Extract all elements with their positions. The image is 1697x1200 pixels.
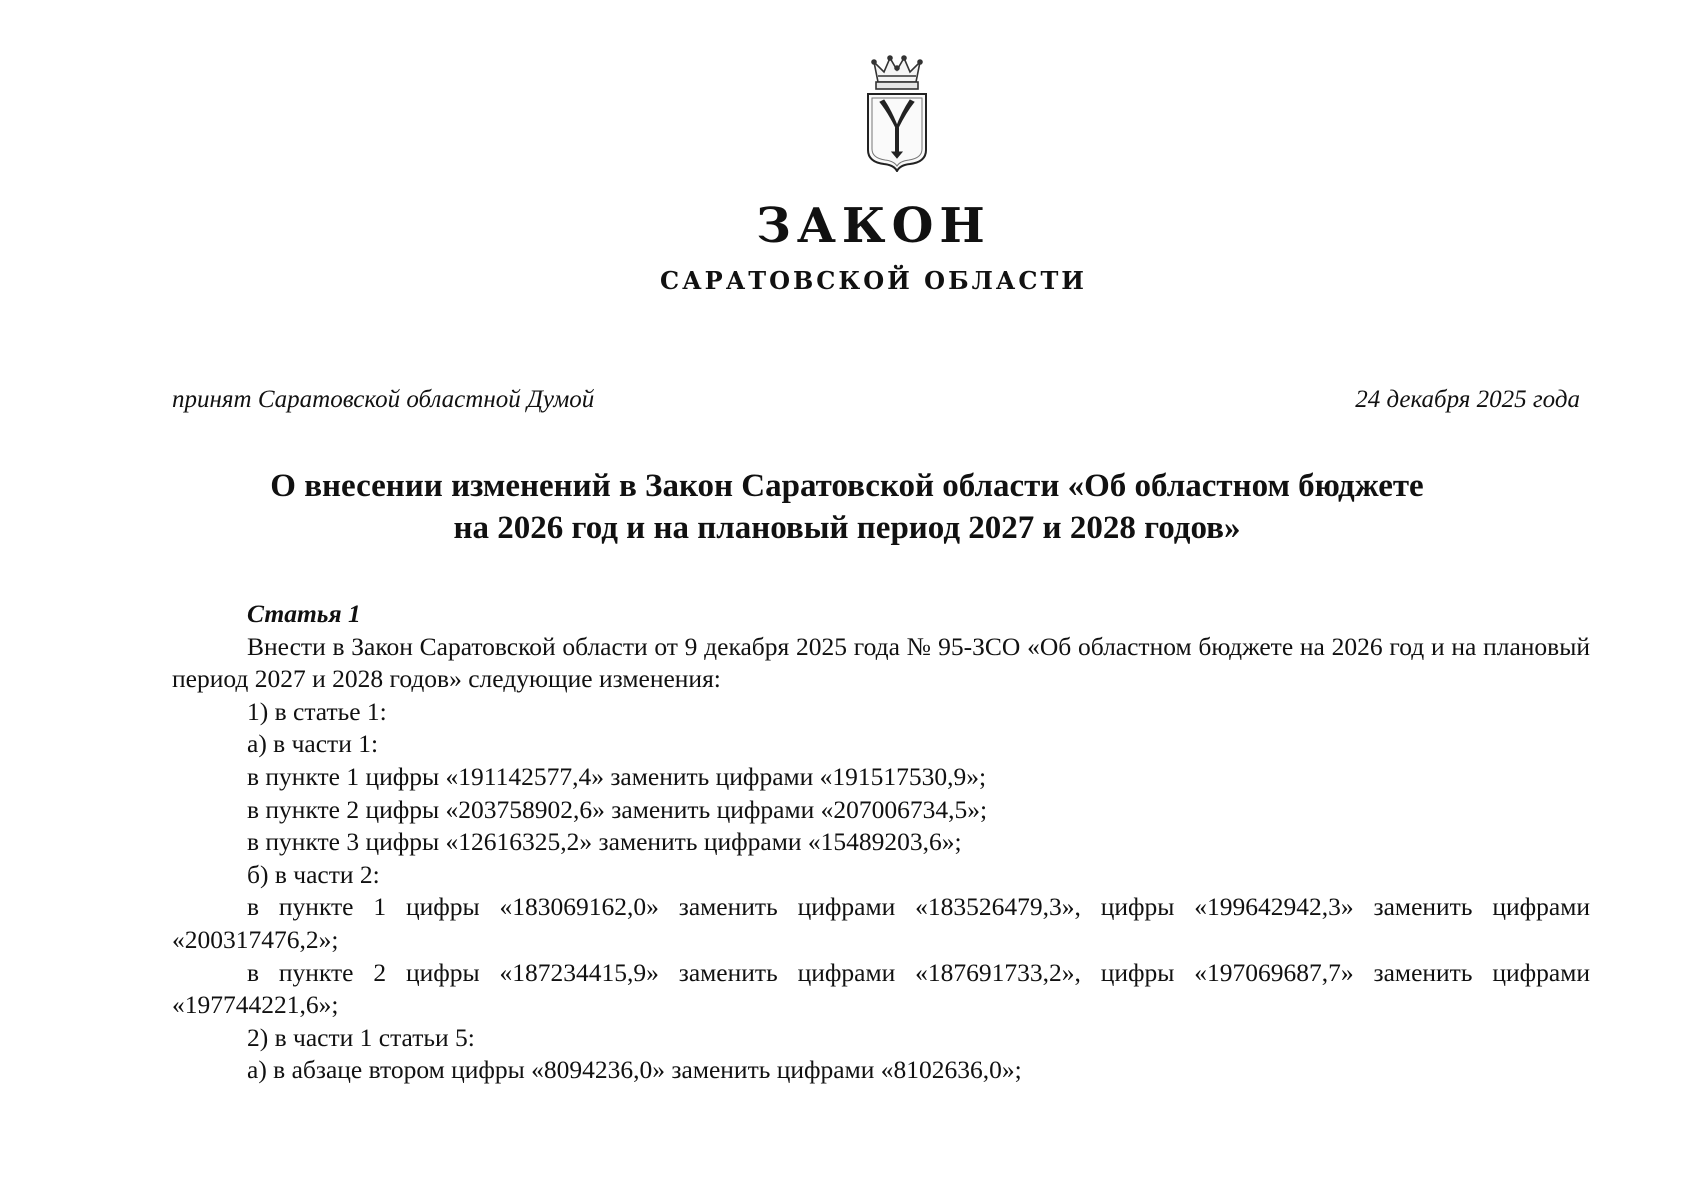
paragraph: в пункте 1 цифры «183069162,0» заменить цифрами «183526479,3», цифры «199642942,3» заменить цифрами «200317476,2»; [172,892,1590,954]
paragraph: в пункте 2 цифры «187234415,9» заменить цифрами «187691733,2», цифры «197069687,7» заменить цифрами «197744221,6»; [172,957,1590,1020]
law-body [172,598,1590,1087]
paragraph: б) в части 2: [247,859,380,889]
paragraph: в пункте 1 цифры «191142577,4» заменить цифрами «191517530,9»; [247,761,987,791]
paragraph: в пункте 2 цифры «203758902,6» заменить цифрами «207006734,5»; [247,794,988,824]
adopted-by-text: принят Саратовской областной Думой [172,386,595,413]
paragraph: 2) в части 1 статьи 5: [247,1022,475,1052]
law-heading-line-2: на 2026 год и на плановый период 2027 и 2028 годов» [453,510,1241,546]
paragraph: а) в части 1: [247,729,379,759]
paragraph: 1) в статье 1: [247,696,387,726]
law-heading [137,465,1557,549]
paragraph: Внести в Закон Саратовской области от 9 декабря 2025 года № 95-ЗСО «Об областном бюджете на 2026 год и на плановый период 2027 и 2028 годов» следующие изменения: [172,631,1590,694]
law-region-subtitle: САРАТОВСКОЙ ОБЛАСТИ [660,266,1087,295]
adoption-date: 24 декабря 2025 года [1355,386,1580,413]
coat-of-arms-icon [862,54,932,172]
article-title: Статья 1 [247,599,361,628]
law-title: ЗАКОН [756,198,991,254]
law-heading-line-1: О внесении изменений в Закон Саратовской области «Об областном бюджете [270,468,1424,504]
paragraph: а) в абзаце втором цифры «8094236,0» заменить цифрами «8102636,0»; [247,1055,1022,1085]
paragraph: в пункте 3 цифры «12616325,2» заменить цифрами «15489203,6»; [247,827,962,857]
